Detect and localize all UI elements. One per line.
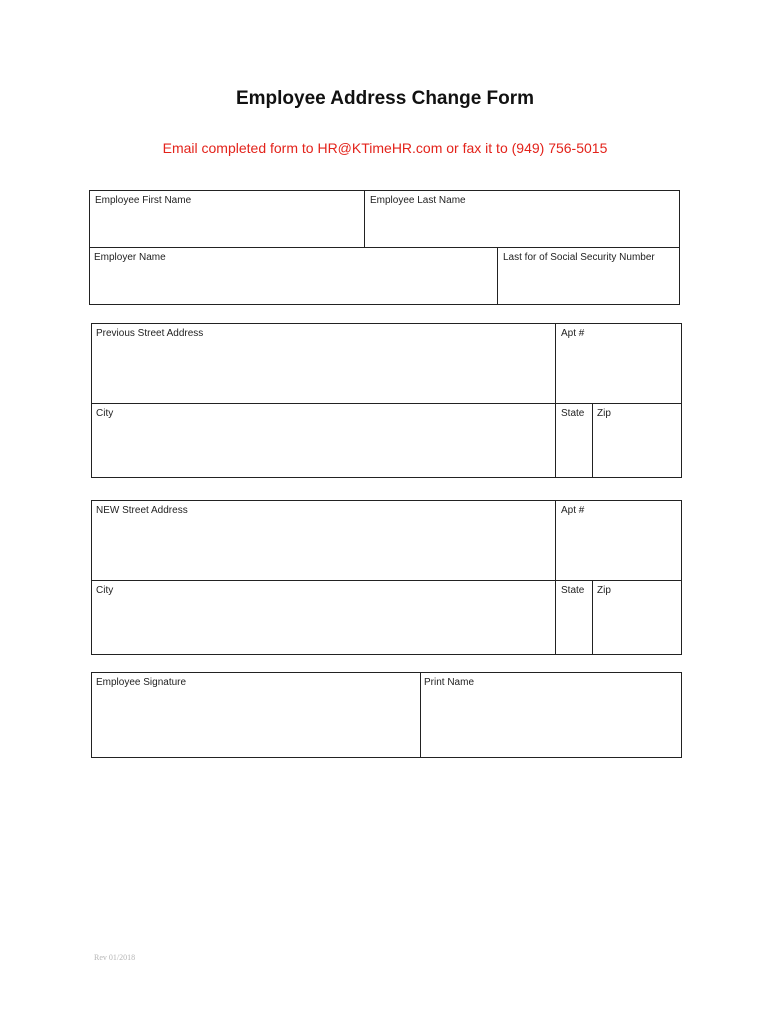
previous-address-box [91,323,682,478]
divider [555,323,556,478]
previous-state-label: State [561,408,585,419]
previous-city-label: City [96,408,114,419]
print-name-label: Print Name [424,677,475,688]
divider [420,672,421,758]
submission-instructions: Email completed form to HR@KTimeHR.com or fax it to (949) 756-5015 [162,140,608,156]
previous-zip-label: Zip [597,408,611,419]
divider [364,190,365,248]
page-title: Employee Address Change Form [235,88,535,109]
divider [592,403,593,478]
divider [555,500,556,655]
employer-name-label: Employer Name [94,252,166,263]
new-city-label: City [96,585,114,596]
signature-label: Employee Signature [96,677,187,688]
new-apt-label: Apt # [561,505,585,516]
new-state-label: State [561,585,585,596]
divider [592,580,593,655]
ssn-label: Last for of Social Security Number [503,252,655,263]
previous-apt-label: Apt # [561,328,585,339]
divider [497,247,498,305]
divider [89,247,680,248]
previous-street-label: Previous Street Address [96,328,204,339]
new-zip-label: Zip [597,585,611,596]
revision-footer: Rev 01/2018 [94,953,136,962]
divider [91,580,682,581]
last-name-label: Employee Last Name [370,195,466,206]
divider [91,403,682,404]
new-address-box [91,500,682,655]
new-street-label: NEW Street Address [96,505,188,516]
first-name-label: Employee First Name [95,195,192,206]
